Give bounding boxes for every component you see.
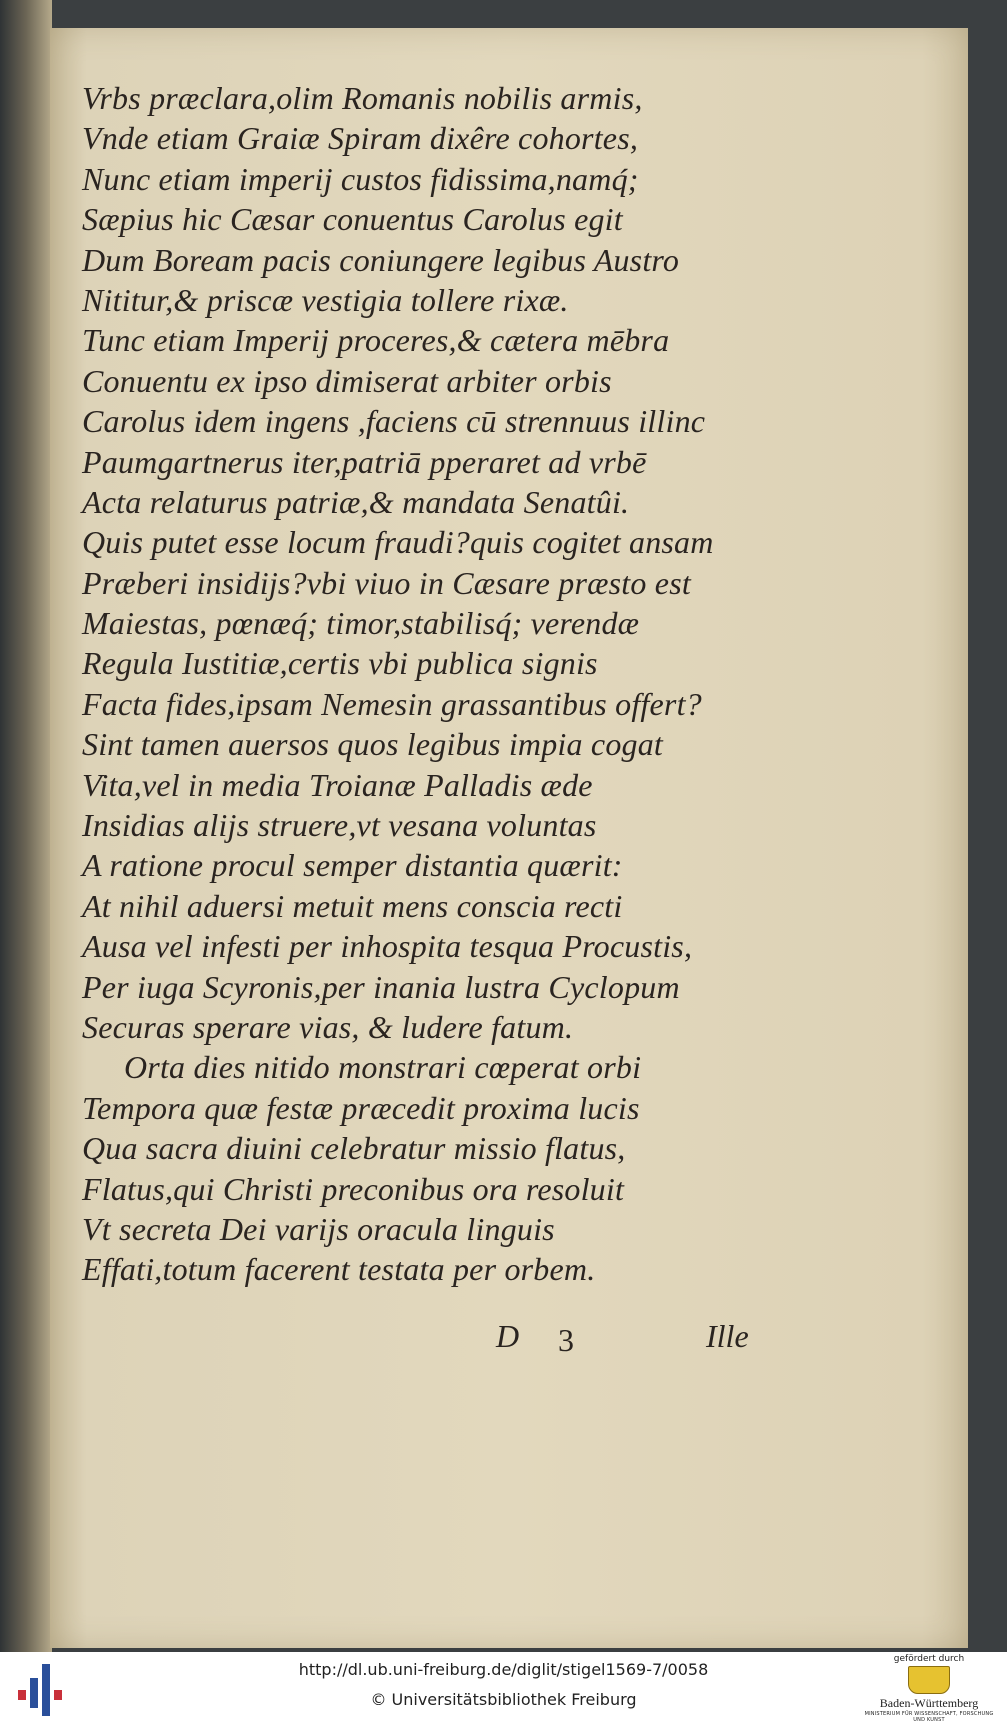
verse-line: Tempora quæ festæ præcedit proxima lucis bbox=[82, 1089, 640, 1126]
permalink-url[interactable]: http://dl.ub.uni-freiburg.de/diglit/stigel1569-7/0058 bbox=[298, 1660, 709, 1679]
poem-text bbox=[82, 78, 802, 1290]
verse-line: Vt secreta Dei varijs oracula linguis bbox=[82, 1210, 555, 1247]
verse-line: Carolus idem ingens ,faciens cū strennuus illinc bbox=[82, 403, 706, 440]
copyright-notice: © Universitätsbibliothek Freiburg bbox=[370, 1690, 637, 1709]
verse-line: Insidias alijs struere,vt vesana voluntas bbox=[82, 807, 597, 844]
verse-line: Ausa vel infesti per inhospita tesqua Procustis, bbox=[82, 928, 693, 965]
verse-line: Dum Boream pacis coniungere legibus Austro bbox=[82, 241, 680, 278]
verse-line: Paumgartnerus iter,patriā pperaret ad vrbē bbox=[82, 443, 647, 480]
verse-line: Sint tamen auersos quos legibus impia cogat bbox=[82, 726, 664, 763]
verse-line: Qua sacra diuini celebratur missio flatus, bbox=[82, 1130, 626, 1167]
sponsor-name: Baden-Württemberg bbox=[879, 1696, 979, 1710]
verse-line: Securas sperare vias, & ludere fatum. bbox=[82, 1008, 574, 1045]
verse-line: Nititur,& priscæ vestigia tollere rixæ. bbox=[82, 281, 569, 318]
verse-line: Maiestas, pœnæq́; timor,stabilisq́; verendæ bbox=[82, 605, 640, 642]
verse-line: Orta dies nitido monstrari cœperat orbi bbox=[124, 1049, 642, 1086]
verse-line: Vita,vel in media Troianæ Palladis æde bbox=[82, 766, 593, 803]
signature-number: 3 bbox=[558, 1322, 574, 1358]
verse-line: Vrbs præclara,olim Romanis nobilis armis, bbox=[82, 80, 643, 116]
verse-line: At nihil aduersi metuit mens conscia recti bbox=[82, 887, 623, 924]
verse-line: Facta fides,ipsam Nemesin grassantibus offert? bbox=[82, 685, 702, 722]
verse-line: Præberi insidijs?vbi viuo in Cæsare præsto est bbox=[82, 564, 691, 601]
verse-line: Flatus,qui Christi preconibus ora resoluit bbox=[82, 1170, 625, 1207]
verse-line: Sæpius hic Cæsar conuentus Carolus egit bbox=[82, 201, 623, 238]
verse-line: Effati,totum facerent testata per orbem. bbox=[82, 1251, 596, 1288]
verse-line: A ratione procul semper distantia quærit: bbox=[82, 847, 623, 884]
signature-mark: D bbox=[496, 1318, 520, 1354]
sponsor-label: gefördert durch bbox=[893, 1654, 965, 1664]
verse-line: Quis putet esse locum fraudi?quis cogitet ansam bbox=[82, 524, 714, 561]
catchword: Ille bbox=[706, 1318, 749, 1354]
sponsor-block bbox=[859, 1654, 999, 1723]
verse-line: Tunc etiam Imperij proceres,& cætera mēbra bbox=[82, 322, 670, 359]
verse-line: Acta relaturus patriæ,& mandata Senatûi. bbox=[82, 483, 630, 520]
crest-icon bbox=[908, 1666, 950, 1694]
verse-line: Nunc etiam imperij custos fidissima,namq́; bbox=[82, 160, 639, 197]
verse-line: Regula Iustitiæ,certis vbi publica signis bbox=[82, 645, 598, 682]
verse-line: Per iuga Scyronis,per inania lustra Cyclopum bbox=[82, 968, 680, 1005]
verse-line: Vnde etiam Graiæ Spiram dixêre cohortes, bbox=[82, 120, 639, 157]
footer-bar bbox=[0, 1652, 1007, 1724]
verse-line: Conuentu ex ipso dimiserat arbiter orbis bbox=[82, 362, 612, 399]
sponsor-ministry: MINISTERIUM FÜR WISSENSCHAFT, FORSCHUNG UND KUNST bbox=[864, 1711, 994, 1723]
book-gutter bbox=[0, 0, 52, 1652]
